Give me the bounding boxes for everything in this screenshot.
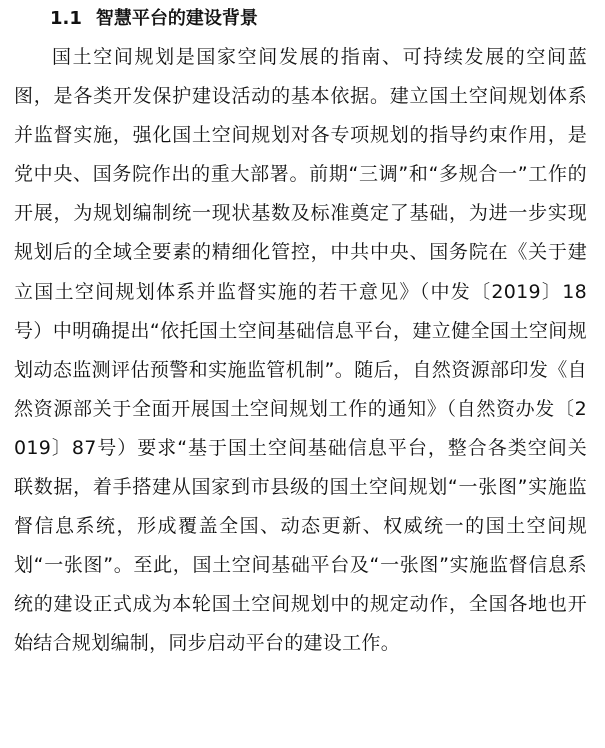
section-number: 1.1 (50, 8, 82, 29)
body-paragraph: 国土空间规划是国家空间发展的指南、可持续发展的空间蓝图，是各类开发保护建设活动的基本依据。建立国土空间规划体系并监督实施，强化国土空间规划对各专项规划的指导约束作用，是党中央、国务院作出的重大部署。前期“三调”和“多规合一”工作的开展，为规划编制统一现状基数及标准奠定了基础，为进一步实现规划后的全域全要素的精细化管控，中共中央、国务院在《关于建立国土空间规划体系并监督实施的若干意见》（中发〔2019〕18号）中明确提出“依托国土空间基础信息平台，建立健全国土空间规划动态监测评估预警和实施监管机制”。随后，自然资源部印发《自然资源部关于全面开展国土空间规划工作的通知》（自然资办发〔2019〕87号）要求“基于国土空间基础信息平台，整合各类空间关联数据，着手搭建从国家到市县级的国土空间规划“一张图”实施监督信息系统，形成覆盖全国、动态更新、权威统一的国土空间规划“一张图”。至此，国土空间基础平台及“一张图”实施监督信息系统的建设正式成为本轮国土空间规划中的规定动作，全国各地也开始结合规划编制，同步启动平台的建设工作。 (14, 46, 587, 655)
section-title: 智慧平台的建设背景 (95, 8, 258, 29)
section-heading (14, 6, 587, 32)
